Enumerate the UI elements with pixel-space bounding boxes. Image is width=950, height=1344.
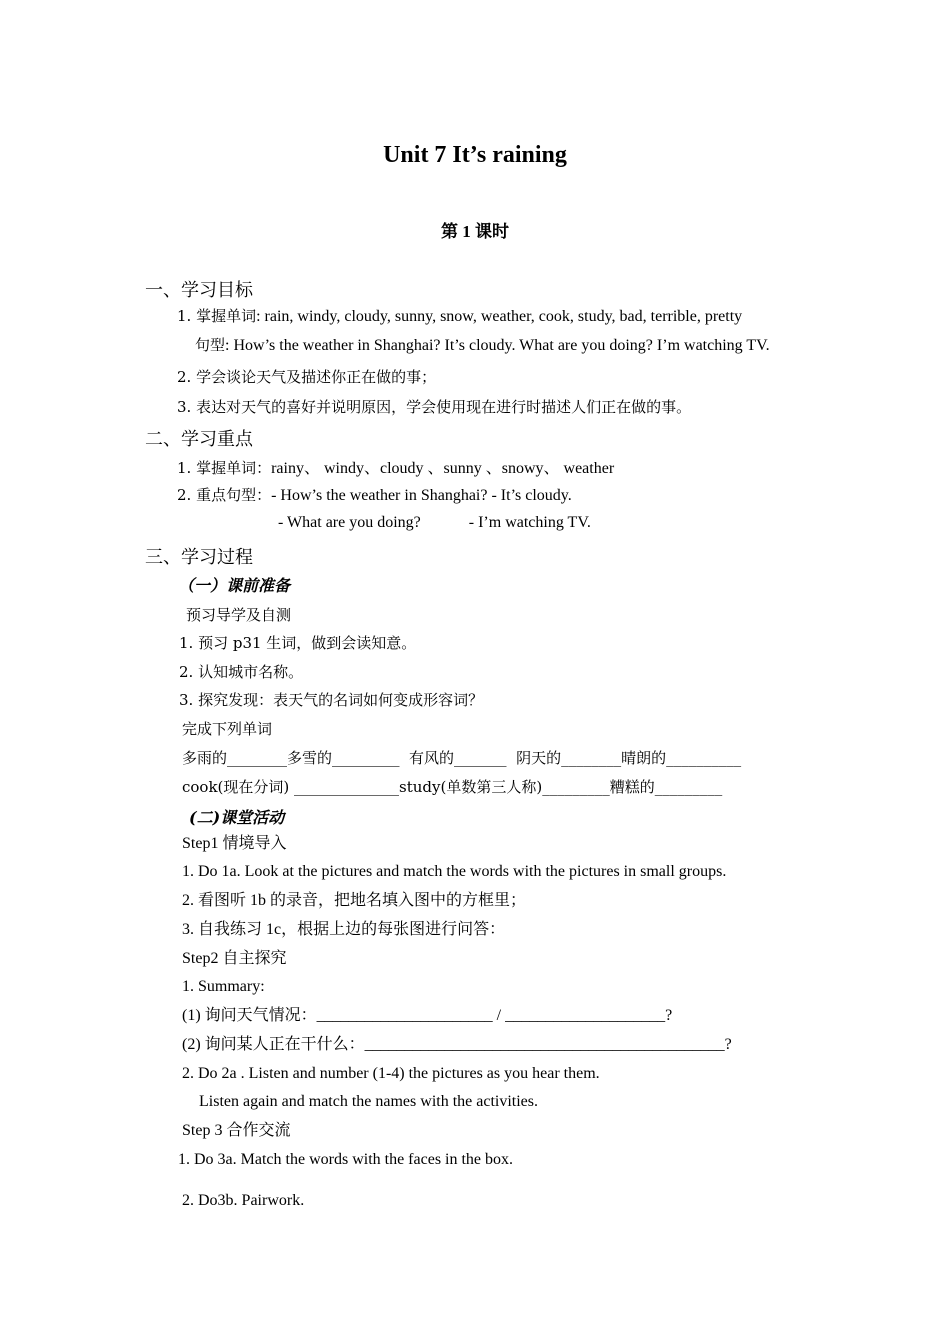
part1-item-3: 3. 探究发现：表天气的名词如何变成形容词？: [179, 691, 484, 709]
step3-heading: Step 3 合作交流: [182, 1122, 291, 1139]
step2-question-1: (1) 询问天气情况：______________________ / ____________________?: [182, 1007, 673, 1024]
goals-item-1b-text: : How’s the weather in Shanghai? It’s cloudy. What are you doing? I’m watching TV.: [225, 337, 770, 354]
step1-heading: Step1 情境导入: [182, 835, 287, 852]
section-heading-process: 三、学习过程: [145, 547, 253, 568]
focus-item-1-text: rainy、 windy、cloudy 、sunny 、snowy、 weather: [271, 460, 615, 477]
focus-item-1: [177, 458, 614, 479]
section-heading-goals: 一、学习目标: [145, 280, 253, 301]
part1-intro: 预习导学及自测: [186, 606, 292, 624]
step2-heading: Step2 自主探究: [182, 950, 287, 967]
step2-item-2b: Listen again and match the names with the activities.: [199, 1093, 539, 1110]
part2-heading: (二)课堂活动: [189, 808, 285, 827]
fill-in-line-2: cook(现在分词) ______________study(单数第三人称)_________糟糕的_________: [182, 778, 723, 796]
focus-item-2: [177, 485, 572, 506]
page-title: Unit 7 It’s raining: [383, 142, 567, 168]
lesson-subtitle: 第 1 课时: [441, 222, 509, 241]
focus-item-2-prefix: 2. 重点句型：: [177, 486, 272, 504]
part1-heading: （一）课前准备: [178, 576, 291, 595]
step3-item-2: 2. Do3b. Pairwork.: [182, 1192, 305, 1209]
section-heading-focus: 二、学习重点: [145, 429, 253, 450]
part1-task: 完成下列单词: [182, 720, 273, 738]
step1-item-2: 2. 看图听 1b 的录音，把地名填入图中的方框里；: [182, 892, 527, 909]
step2-item-1: 1. Summary:: [182, 978, 265, 995]
step3-item-1: 1. Do 3a. Match the words with the faces in the box.: [178, 1151, 514, 1168]
goals-item-3: 3. 表达对天气的喜好并说明原因，学会使用现在进行时描述人们正在做的事。: [177, 398, 692, 416]
focus-item-2-text: - How’s the weather in Shanghai? - It’s cloudy.: [271, 487, 572, 504]
goals-item-1b-prefix: 句型: [195, 336, 226, 354]
step2-item-2: 2. Do 2a . Listen and number (1-4) the pictures as you hear them.: [182, 1065, 600, 1082]
focus-item-1-prefix: 1. 掌握单词：: [177, 459, 272, 477]
goals-item-1-text: : rain, windy, cloudy, sunny, snow, weather, cook, study, bad, terrible, pretty: [256, 308, 743, 325]
goals-item-1: [177, 306, 742, 327]
part1-item-1: 1. 预习 p31 生词，做到会读知意。: [179, 634, 417, 652]
part1-item-2: 2. 认知城市名称。: [179, 663, 304, 681]
goals-item-1b: [195, 335, 770, 356]
focus-item-2b: - What are you doing? - I’m watching TV.: [278, 514, 591, 531]
goals-item-2: 2. 学会谈论天气及描述你正在做的事；: [177, 368, 437, 386]
step1-item-3: 3. 自我练习 1c，根据上边的每张图进行问答：: [182, 921, 506, 938]
goals-item-1-prefix: 1. 掌握单词: [177, 307, 257, 325]
fill-in-line-1: 多雨的________多雪的_________ 有风的_______ 阴天的________晴朗的__________: [182, 749, 742, 767]
step2-question-2: (2) 询问某人正在干什么：_____________________________________________?: [182, 1036, 732, 1053]
step1-item-1: 1. Do 1a. Look at the pictures and match the words with the pictures in small groups.: [182, 863, 727, 880]
